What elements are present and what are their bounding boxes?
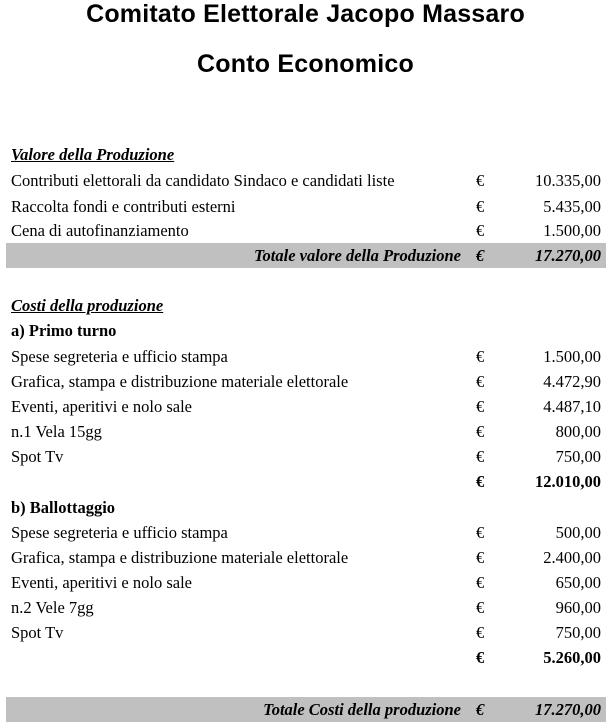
currency-symbol: € <box>476 548 485 567</box>
total-row-valore <box>6 243 606 268</box>
currency-symbol: € <box>476 447 485 466</box>
table-row <box>6 419 606 444</box>
subtotal-row-primo-turno <box>6 469 606 494</box>
currency-symbol: € <box>476 197 485 216</box>
currency-symbol: € <box>476 700 485 719</box>
row-amount: 1.500,00 <box>543 347 601 366</box>
currency-symbol: € <box>476 472 485 491</box>
row-amount: 4.472,90 <box>543 372 601 391</box>
row-label: Cena di autofinanziamento <box>11 221 189 240</box>
subtotal-row-ballottaggio <box>6 645 606 670</box>
row-label: Eventi, aperitivi e nolo sale <box>11 573 192 592</box>
row-amount: 960,00 <box>555 598 601 617</box>
document-title: Comitato Elettorale Jacopo Massaro <box>86 0 525 28</box>
table-row <box>6 344 606 369</box>
table-row <box>6 620 606 645</box>
section-heading-label: Costi della produzione <box>11 296 164 315</box>
row-amount: 1.500,00 <box>543 221 601 240</box>
subsection-heading-primo-turno <box>6 318 606 343</box>
subsection-heading-ballottaggio <box>6 495 606 520</box>
row-label: Spot Tv <box>11 623 64 642</box>
table-row <box>6 218 606 243</box>
table-row <box>6 520 606 545</box>
currency-symbol: € <box>476 648 485 667</box>
row-label: Spese segreteria e ufficio stampa <box>11 523 228 542</box>
table-row <box>6 595 606 620</box>
row-label: Eventi, aperitivi e nolo sale <box>11 397 192 416</box>
subtotal-amount: 5.260,00 <box>543 648 601 667</box>
row-amount: 500,00 <box>555 523 601 542</box>
row-amount: 750,00 <box>555 447 601 466</box>
total-row-costi <box>6 697 606 722</box>
row-label: Grafica, stampa e distribuzione materiale elettorale <box>11 548 349 567</box>
row-label: Spese segreteria e ufficio stampa <box>11 347 228 366</box>
row-label: Contributi elettorali da candidato Sindaco e candidati liste <box>11 171 395 190</box>
currency-symbol: € <box>476 523 485 542</box>
section-heading-valore <box>6 142 606 167</box>
row-amount: 650,00 <box>555 573 601 592</box>
row-amount: 750,00 <box>555 623 601 642</box>
section-heading-costi <box>6 293 606 318</box>
row-amount: 800,00 <box>555 422 601 441</box>
currency-symbol: € <box>476 347 485 366</box>
row-amount: 5.435,00 <box>543 197 601 216</box>
currency-symbol: € <box>476 623 485 642</box>
total-label: Totale Costi della produzione <box>263 700 461 719</box>
section-heading-label: Valore della Produzione <box>11 145 175 164</box>
currency-symbol: € <box>476 246 485 265</box>
table-row <box>6 369 606 394</box>
total-label: Totale valore della Produzione <box>253 246 461 265</box>
document-subtitle: Conto Economico <box>197 50 414 78</box>
row-amount: 10.335,00 <box>535 171 601 190</box>
row-label: Spot Tv <box>11 447 64 466</box>
currency-symbol: € <box>476 422 485 441</box>
row-amount: 2.400,00 <box>543 548 601 567</box>
subsection-heading-label: a) Primo turno <box>11 321 117 340</box>
table-row <box>6 444 606 469</box>
total-amount: 17.270,00 <box>535 246 601 265</box>
row-amount: 4.487,10 <box>543 397 601 416</box>
row-label: Grafica, stampa e distribuzione materiale elettorale <box>11 372 349 391</box>
row-label: n.2 Vele 7gg <box>11 598 94 617</box>
currency-symbol: € <box>476 573 485 592</box>
row-label: Raccolta fondi e contributi esterni <box>11 197 236 216</box>
currency-symbol: € <box>476 598 485 617</box>
subsection-heading-label: b) Ballottaggio <box>11 498 116 517</box>
subtotal-amount: 12.010,00 <box>535 472 601 491</box>
table-row <box>6 168 606 193</box>
total-amount: 17.270,00 <box>535 700 601 719</box>
currency-symbol: € <box>476 372 485 391</box>
currency-symbol: € <box>476 221 485 240</box>
currency-symbol: € <box>476 397 485 416</box>
currency-symbol: € <box>476 171 485 190</box>
table-row <box>6 570 606 595</box>
table-row <box>6 394 606 419</box>
row-label: n.1 Vela 15gg <box>11 422 102 441</box>
table-row <box>6 194 606 219</box>
table-row <box>6 545 606 570</box>
